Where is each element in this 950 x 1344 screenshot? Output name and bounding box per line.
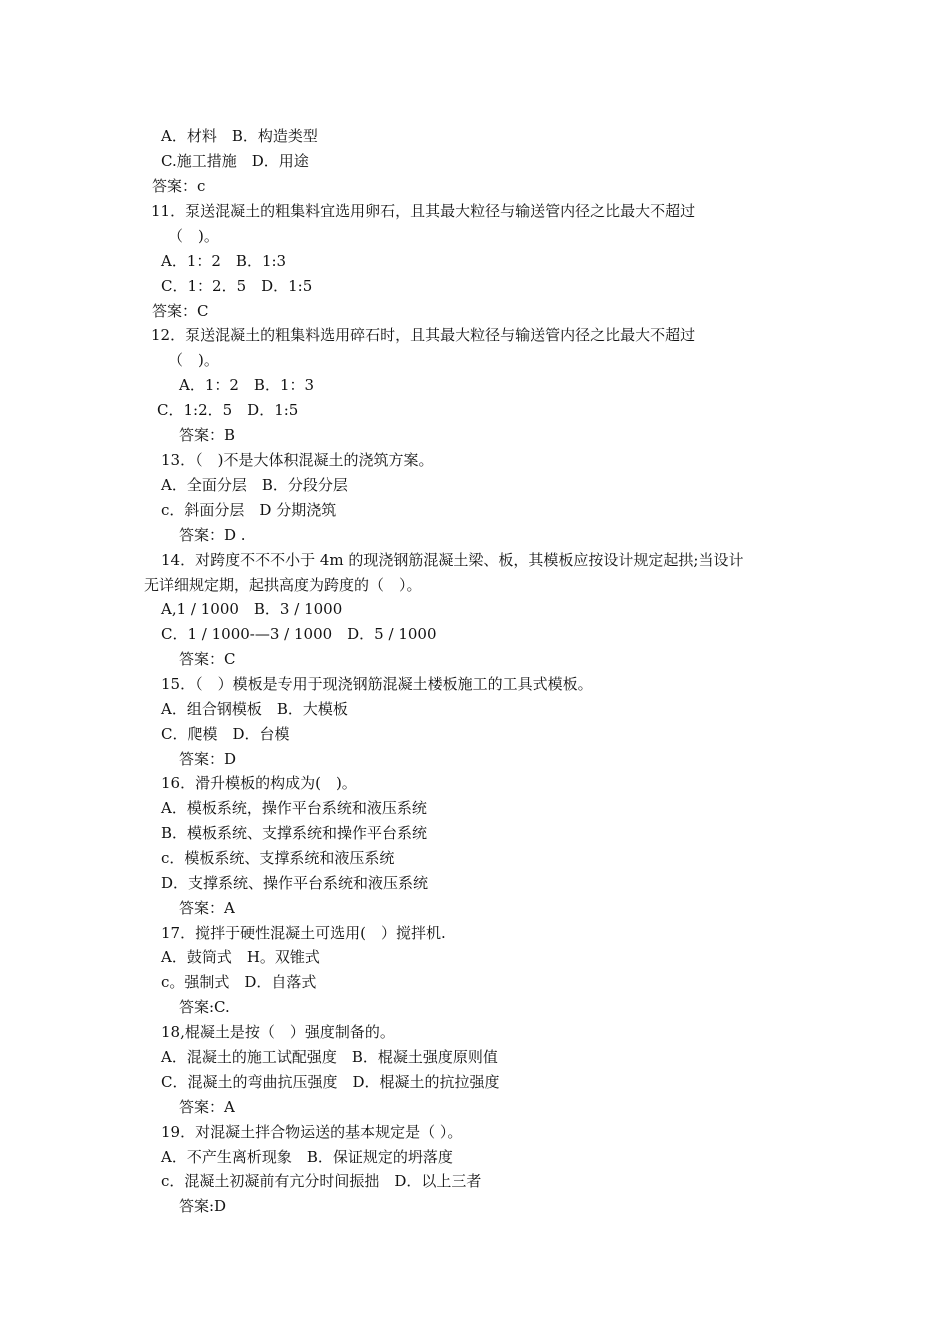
question-16: 16．滑升模板的构成为( )。 xyxy=(161,774,357,792)
answer-line: 答案：C xyxy=(152,302,209,320)
option-line: A,1 / 1000 B．3 / 1000 xyxy=(161,600,343,618)
option-line: D．支撑系统、操作平台系统和液压系统 xyxy=(161,874,429,892)
question-19: 19．对混凝土拌合物运送的基本规定是（ ）。 xyxy=(161,1123,463,1141)
question-11: 11．泵送混凝土的粗集料宜选用卵石，且其最大粒径与输送管内径之比最大不超过 xyxy=(151,202,696,220)
answer-line: 答案：B xyxy=(179,426,236,444)
answer-line: 答案：D . xyxy=(179,526,246,544)
answer-line: 答案：C xyxy=(179,650,236,668)
option-line: C．爬模 D．台模 xyxy=(161,725,290,743)
option-line: C．1：2．5 D．1:5 xyxy=(161,277,313,295)
answer-line: 答案：D xyxy=(179,750,237,768)
option-line: A．鼓筒式 H。双锥式 xyxy=(161,948,320,966)
option-line: c。强制式 D．自落式 xyxy=(161,973,317,991)
answer-line: 答案：A xyxy=(179,1098,235,1116)
question-18: 18,棍凝土是按（ ）强度制备的。 xyxy=(161,1023,395,1041)
question-17: 17．搅拌于硬性混凝土可选用( ）搅拌机. xyxy=(161,924,446,942)
option-line: A．模板系统，操作平台系统和液压系统 xyxy=(161,799,427,817)
option-line: A．不产生离析现象 B．保证规定的坍落度 xyxy=(161,1148,453,1166)
question-12-cont: （ )。 xyxy=(168,351,219,369)
option-line: C．1 / 1000-—3 / 1000 D．5 / 1000 xyxy=(161,625,437,643)
option-line: B．模板系统、支撑系统和操作平台系统 xyxy=(161,824,428,842)
answer-line: 答案:C. xyxy=(179,998,230,1016)
question-15: 15．（ ）模板是专用于现浇钢筋混凝土楼板施工的工具式模板。 xyxy=(161,675,593,693)
question-14-cont: 无详细规定期，起拱高度为跨度的（ ）。 xyxy=(144,576,422,594)
question-14: 14．对跨度不不不小于 4m 的现浇钢筋混凝土梁、板，其模板应按设计规定起拱;当设计 xyxy=(161,551,744,569)
answer-line: 答案：c xyxy=(152,177,206,195)
answer-line: 答案：A xyxy=(179,899,235,917)
option-line: A．1：2 B．1：3 xyxy=(179,376,315,394)
option-line: A．1：2 B．1:3 xyxy=(161,252,287,270)
option-line: C.施工措施 D．用途 xyxy=(161,152,309,170)
option-line: c．混凝土初凝前有亢分时间振拙 D．以上三者 xyxy=(161,1172,482,1190)
option-line: A．混凝土的施工试配强度 B．棍凝土强度原则值 xyxy=(161,1048,498,1066)
option-line: A．全面分层 B．分段分层 xyxy=(161,476,348,494)
answer-line: 答案:D xyxy=(179,1197,227,1215)
question-12: 12．泵送混凝土的粗集料选用碎石时，且其最大粒径与输送管内径之比最大不超过 xyxy=(151,326,696,344)
option-line: c．模板系统、支撑系统和液压系统 xyxy=(161,849,395,867)
option-line: A．组合钢模板 B．大模板 xyxy=(161,700,348,718)
option-line: c．斜面分层 D 分期浇筑 xyxy=(161,501,337,519)
question-11-cont: （ )。 xyxy=(168,227,219,245)
option-line: C．1:2．5 D．1:5 xyxy=(157,401,299,419)
option-line: C．混凝土的弯曲抗压强度 D．棍凝土的抗拉强度 xyxy=(161,1073,500,1091)
option-line: A．材料 B．构造类型 xyxy=(161,127,318,145)
question-13: 13．（ )不是大体积混凝土的浇筑方案。 xyxy=(161,451,434,469)
